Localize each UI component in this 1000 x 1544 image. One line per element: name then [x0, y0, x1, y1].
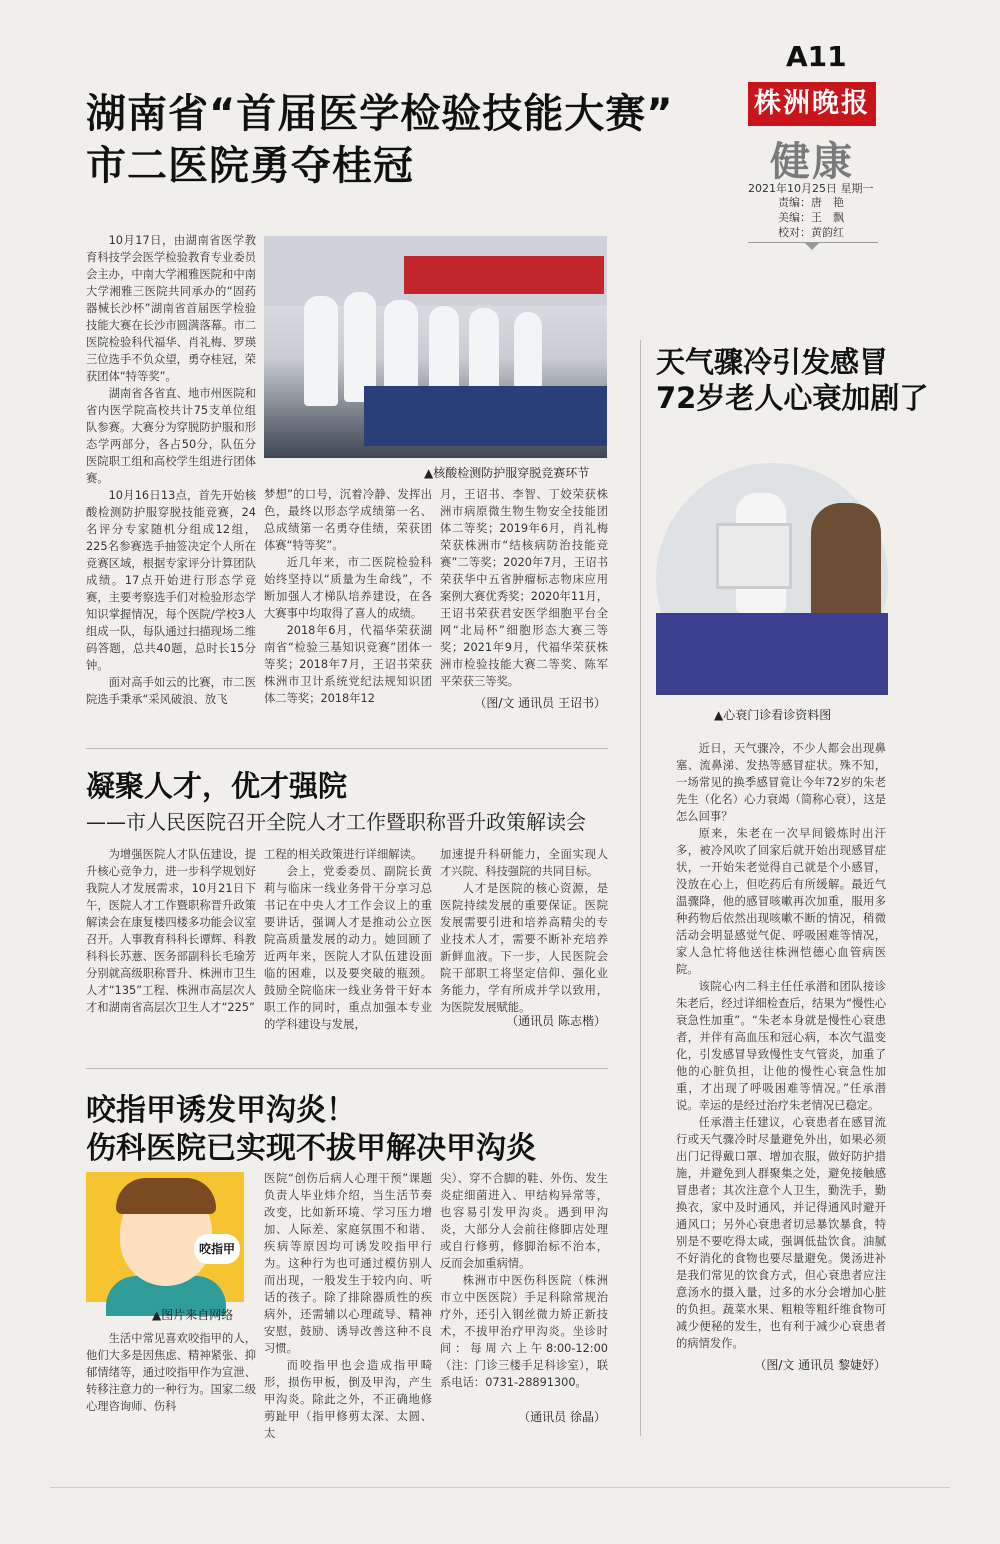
article2-column-2 [264, 846, 432, 1036]
article3-byline: （通讯员 徐晶） [518, 1410, 606, 1424]
paragraph: 任承潜主任建议，心衰患者在感冒流行或天气骤冷时尽量避免外出，如果必须出门记得戴口罩、增加衣服，做好防护措施，并避免到人群聚集之处，避免接触感冒患者；其次注意个人卫生，勤洗手，勤换衣，家中及时通风，并记得通风时避开通风口；另外心衰患者切忌暴饮暴食，特别是不要吃得太咸，强调低盐饮食。油腻不好消化的食物也要尽量避免。煲汤进补是我们常见的饮食方式，但心衰患者应注意汤水的摄入量，过多的水分会增加心脏的负担。蔬菜水果、粗粮等粗纤维食物可减少便秘的发生，也有利于减少心衰患者的病情发作。 [676, 1116, 886, 1350]
paragraph: 加速提升科研能力，全面实现人才兴院、科技强院的共同目标。 [440, 848, 608, 878]
article4-byline: （图/文 通讯员 黎婕妤） [754, 1358, 886, 1372]
page-bottom-rule [50, 1487, 950, 1488]
article3-column-2 [264, 1170, 432, 1440]
paragraph: 面对高手如云的比赛，市二医院选手秉承“采风破浪、放飞 [86, 676, 256, 706]
article3-column-1 [86, 1330, 256, 1430]
editor-credits [778, 195, 844, 240]
paragraph: 而咬指甲也会造成指甲畸形，损伤甲板，倒及甲沟，产生甲沟炎。除此之外，不正确地修剪趾甲（指甲修剪太深、太圆、太 [264, 1359, 432, 1440]
article4-body [676, 740, 886, 1352]
cartoon-bubble-text: 咬指甲 [194, 1234, 240, 1264]
paragraph: 湖南省各省直、地市州医院和省内医学院高校共计75支单位组队参赛。大赛分为穿脱防护服和形态学两部分，各占50分，队伍分医院职工组和高校学生组进行团体赛。 [86, 387, 256, 485]
article1-title-line2: 市二医院勇夺桂冠 [86, 143, 414, 189]
article2-byline: （通讯员 陈志楷） [506, 1014, 606, 1028]
editor-line: 美编：王 飘 [778, 211, 844, 224]
article1-title-line1: 湖南省“首届医学检验技能大赛” [86, 91, 674, 137]
paragraph: 10月17日，由湖南省医学教育科技学会医学检验教育专业委员会主办，中南大学湘雅医院和中南大学湘雅三医院共同承办的“固药器械长沙杯”湖南省首届医学检验技能大赛在长沙市圆满落幕。市二医院检验科代福华、肖礼梅、罗瑛三位选手不负众望，勇夺桂冠，荣获团体“特等奖”。 [86, 234, 256, 383]
paragraph: 2018年6月，代福华荣获湖南省“检验三基知识竞赛”团体一等奖；2018年7月，王诏书荣获株洲市卫计系统党纪法规知识团体二等奖；2018年12 [264, 624, 432, 705]
section-divider [86, 1068, 608, 1069]
article2-column-1 [86, 846, 256, 1036]
article2-column-3 [440, 846, 608, 1014]
paragraph: 梦想”的口号，沉着冷静、发挥出色，最终以形态学成绩第一名、总成绩第一名勇夺佳绩，荣获团体赛“特等奖”。 [264, 488, 432, 552]
paragraph: 医院“创伤后病人心理干预”课题负责人毕业炜介绍，当生活节奏改变，比如新环境、学习压力增加、人际差、家庭氛围不和谐、疾病等原因均可诱发咬指甲行为。这种行为也可通过模仿别人而出现，一般发生于较内向、听话的孩子。除了排除器质性的疾病外，还需辅以心理疏导、精神安慰，鼓励、诱导改善这种不良习惯。 [264, 1172, 432, 1355]
paragraph: 为增强医院人才队伍建设，提升核心竞争力，进一步科学规划好我院人才发展需求，10月21日下午，医院人才工作暨职称晋升政策解读会在康复楼四楼多功能会议室召开。人事教育科科长谭辉、科教科科长苏薏、医务部副科长毛瑜芳分别就高级职称晋升、株洲市卫生人才“135”工程、株洲市高层次人才和湖南省高层次卫生人才“225” [86, 848, 256, 1014]
paragraph: 株洲市中医伤科医院（株洲市立中医医院）手足科除常规治疗外，还引入钢丝微力矫正新技术，不拔甲治疗甲沟炎。坐诊时间：每周六上午8:00-12:00（注：门诊三楼手足科诊室），联系电话：0731-28891300。 [440, 1274, 608, 1389]
article1-photo [264, 236, 607, 458]
paragraph: 月，王诏书、李智、丁姣荣获株洲市病原微生物生物安全技能团体二等奖；2019年6月，肖礼梅荣获株洲市“结核病防治技能竞赛”二等奖；2020年7月，王诏书荣获华中五省肿瘤标志物床应用案例大赛优秀奖；2020年11月，王诏书荣获君安医学细胞平台全网“北局杯”细胞形态大赛三等奖；2021年9月，代福华荣获株洲市检验技能大赛二等奖、陈军平荣获三等奖。 [440, 488, 608, 688]
paragraph: 原来，朱老在一次早间锻炼时出汗多，被冷风吹了回家后就开始出现感冒症状，一开始朱老觉得自己就是个小感冒，没放在心上，但吃药后有所缓解。最近气温骤降，他的感冒咳嗽再次加重，服用多种药物后依然出现咳嗽不断的情况，稍微活动会明显感觉气促、呼吸困难等情况，家人急忙将他送往株洲恺德心血管病医院。 [676, 827, 886, 976]
article1-photo-caption: ▲核酸检测防护服穿脱竞赛环节 [424, 466, 590, 480]
editor-line: 校对：黄韵红 [778, 226, 844, 239]
article1-column-1 [86, 232, 256, 706]
editor-line: 责编：唐 艳 [778, 196, 844, 209]
article3-image-caption: ▲图片来自网络 [152, 1308, 234, 1322]
article4-photo [656, 463, 888, 695]
article2-subtitle: ——市人民医院召开全院人才工作暨职称晋升政策解读会 [86, 810, 586, 834]
paragraph: 人才是医院的核心资源，是医院持续发展的重要保证。医院发展需要引进和培养高精尖的专业技术人才，需要不断补充培养新鲜血液。下一步，人民医院会院干部职工将坚定信仰、强化业务能力，学有所成并学以致用，为医院发展赋能。 [440, 882, 608, 1014]
article3-column-3 [440, 1170, 608, 1404]
article4-title-line1: 天气骤冷引发感冒 [656, 345, 889, 379]
paragraph: 近几年来，市二医院检验科始终坚持以“质量为生命线”，不断加强人才梯队培养建设，在各大赛事中均取得了喜人的成绩。 [264, 556, 432, 620]
article3-title-line1: 咬指甲诱发甲沟炎！ [86, 1093, 356, 1128]
article1-column-2 [264, 486, 432, 704]
header-pointer-icon [804, 242, 820, 250]
article3-title-line2: 伤科医院已实现不拔甲解决甲沟炎 [86, 1131, 536, 1166]
column-divider [640, 340, 641, 1436]
masthead-logo: 株洲晚报 [748, 82, 876, 126]
article2-title: 凝聚人才，优才强院 [86, 769, 348, 803]
paragraph: 尖）、穿不合脚的鞋、外伤、发生炎症细菌进入、甲结构异常等，也容易引发甲沟炎。遇到甲沟炎，大部分人会前往修脚店处理或自行修剪，修脚治标不治本，反而会加重病情。 [440, 1172, 608, 1270]
article4-title-line2: 72岁老人心衰加剧了 [656, 381, 929, 415]
paragraph: 会上，党委委员、副院长黄莉与临床一线业务骨干分享习总书记在中央人才工作会议上的重要讲话，强调人才是推动公立医院高质量发展的动力。她回顾了近两年来，医院人才队伍建设面临的困难，以及要突破的瓶颈。鼓励全院临床一线业务骨干好本职工作的同时，重点加强本专业的学科建设与发展， [264, 865, 432, 1031]
paragraph: 生活中常见喜欢咬指甲的人，他们大多是因焦虑、精神紧张、抑郁情绪等，通过咬指甲作为宣泄、转移注意力的一种行为。国家二级心理咨询师、伤科 [86, 1332, 256, 1413]
paragraph: 工程的相关政策进行详细解读。 [264, 848, 423, 861]
section-title: 健康 [770, 138, 854, 185]
paragraph: 近日，天气骤冷，不少人都会出现鼻塞、流鼻涕、发热等感冒症状。殊不知，一场常见的换季感冒竟让今年72岁的朱老先生（化名）心力衰竭（简称心衰），这是怎么回事？ [676, 742, 886, 823]
article1-column-3 [440, 486, 608, 690]
issue-date: 2021年10月25日 星期一 [748, 182, 874, 195]
article3-cartoon-image [86, 1172, 244, 1302]
article4-photo-caption: ▲心衰门诊看诊资料图 [714, 708, 832, 722]
article1-byline: （图/文 通讯员 王诏书） [474, 696, 606, 710]
paragraph: 10月16日13点，首先开始核酸检测防护服穿脱技能竞赛，24名评分专家随机分组成12组，225名参赛选手抽签决定个人所在竞赛区域，根据专家评分计算团队成绩。17点开始进行形态学竞赛，主要考察选手们对检验形态学知识掌握情况，每个医院/学校3人组成一队，每队通过扫描现场二维码答题，总共40题，总时长15分钟。 [86, 489, 256, 672]
section-divider [86, 748, 608, 749]
page-number: A11 [786, 40, 847, 73]
paragraph: 该院心内二科主任任承潜和团队接诊朱老后，经过详细检查后，结果为“慢性心衰急性加重”。“朱老本身就是慢性心衰患者，并伴有高血压和冠心病，本次气温变化，引发感冒导致慢性支气管炎，加重了他的心脏负担，让他的慢性心衰急性加重，才出现了呼吸困难等情况。”任承潜说。幸运的是经过治疗朱老情况已稳定。 [676, 980, 886, 1112]
